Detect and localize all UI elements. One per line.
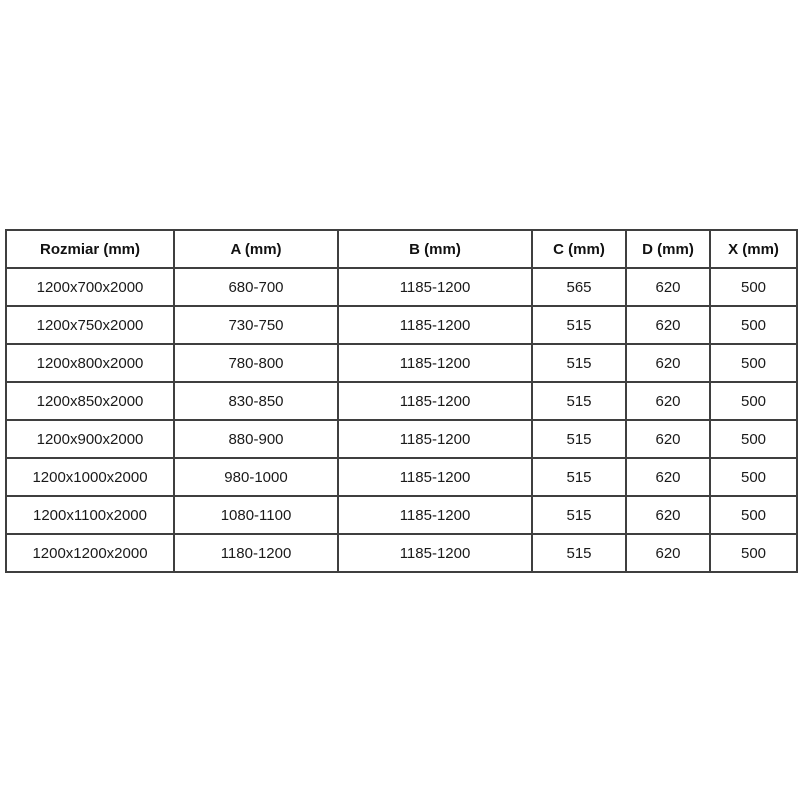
table-cell: 620 — [626, 268, 710, 306]
table-cell: 620 — [626, 534, 710, 572]
column-header-x: X (mm) — [710, 230, 797, 268]
table-cell: 515 — [532, 344, 626, 382]
table-cell: 500 — [710, 496, 797, 534]
table-cell: 500 — [710, 382, 797, 420]
table-cell: 1200x750x2000 — [6, 306, 174, 344]
table-cell: 1185-1200 — [338, 382, 532, 420]
table-cell: 1185-1200 — [338, 458, 532, 496]
table-cell: 1185-1200 — [338, 534, 532, 572]
table-cell: 500 — [710, 534, 797, 572]
dimensions-table-header — [6, 230, 797, 268]
table-cell: 1200x1100x2000 — [6, 496, 174, 534]
table-row — [6, 344, 797, 382]
table-cell: 500 — [710, 268, 797, 306]
column-header-a: A (mm) — [174, 230, 338, 268]
table-cell: 730-750 — [174, 306, 338, 344]
table-row — [6, 268, 797, 306]
table-row — [6, 420, 797, 458]
header-row — [6, 230, 797, 268]
table-cell: 515 — [532, 382, 626, 420]
table-row — [6, 534, 797, 572]
table-cell: 880-900 — [174, 420, 338, 458]
table-row — [6, 382, 797, 420]
dimensions-table-body — [6, 268, 797, 572]
table-cell: 620 — [626, 382, 710, 420]
table-cell: 500 — [710, 306, 797, 344]
table-row — [6, 458, 797, 496]
table-cell: 830-850 — [174, 382, 338, 420]
table-cell: 680-700 — [174, 268, 338, 306]
table-row — [6, 306, 797, 344]
table-cell: 620 — [626, 306, 710, 344]
table-cell: 620 — [626, 458, 710, 496]
table-cell: 1200x800x2000 — [6, 344, 174, 382]
table-cell: 1080-1100 — [174, 496, 338, 534]
table-cell: 1185-1200 — [338, 268, 532, 306]
table-cell: 1185-1200 — [338, 420, 532, 458]
table-cell: 1200x700x2000 — [6, 268, 174, 306]
table-cell: 515 — [532, 420, 626, 458]
dimensions-table — [5, 229, 798, 573]
table-cell: 1200x1000x2000 — [6, 458, 174, 496]
table-cell: 500 — [710, 344, 797, 382]
column-header-rozmiar: Rozmiar (mm) — [6, 230, 174, 268]
table-cell: 1200x900x2000 — [6, 420, 174, 458]
table-cell: 980-1000 — [174, 458, 338, 496]
table-cell: 780-800 — [174, 344, 338, 382]
table-cell: 620 — [626, 496, 710, 534]
table-cell: 620 — [626, 344, 710, 382]
column-header-b: B (mm) — [338, 230, 532, 268]
table-row — [6, 496, 797, 534]
table-cell: 1200x850x2000 — [6, 382, 174, 420]
table-cell: 515 — [532, 534, 626, 572]
table-cell: 565 — [532, 268, 626, 306]
table-cell: 620 — [626, 420, 710, 458]
table-cell: 1180-1200 — [174, 534, 338, 572]
table-cell: 1185-1200 — [338, 344, 532, 382]
table-cell: 1185-1200 — [338, 496, 532, 534]
table-cell: 1185-1200 — [338, 306, 532, 344]
table-cell: 515 — [532, 306, 626, 344]
table-cell: 500 — [710, 458, 797, 496]
table-cell: 1200x1200x2000 — [6, 534, 174, 572]
table-cell: 515 — [532, 458, 626, 496]
table-cell: 515 — [532, 496, 626, 534]
column-header-d: D (mm) — [626, 230, 710, 268]
column-header-c: C (mm) — [532, 230, 626, 268]
table-cell: 500 — [710, 420, 797, 458]
